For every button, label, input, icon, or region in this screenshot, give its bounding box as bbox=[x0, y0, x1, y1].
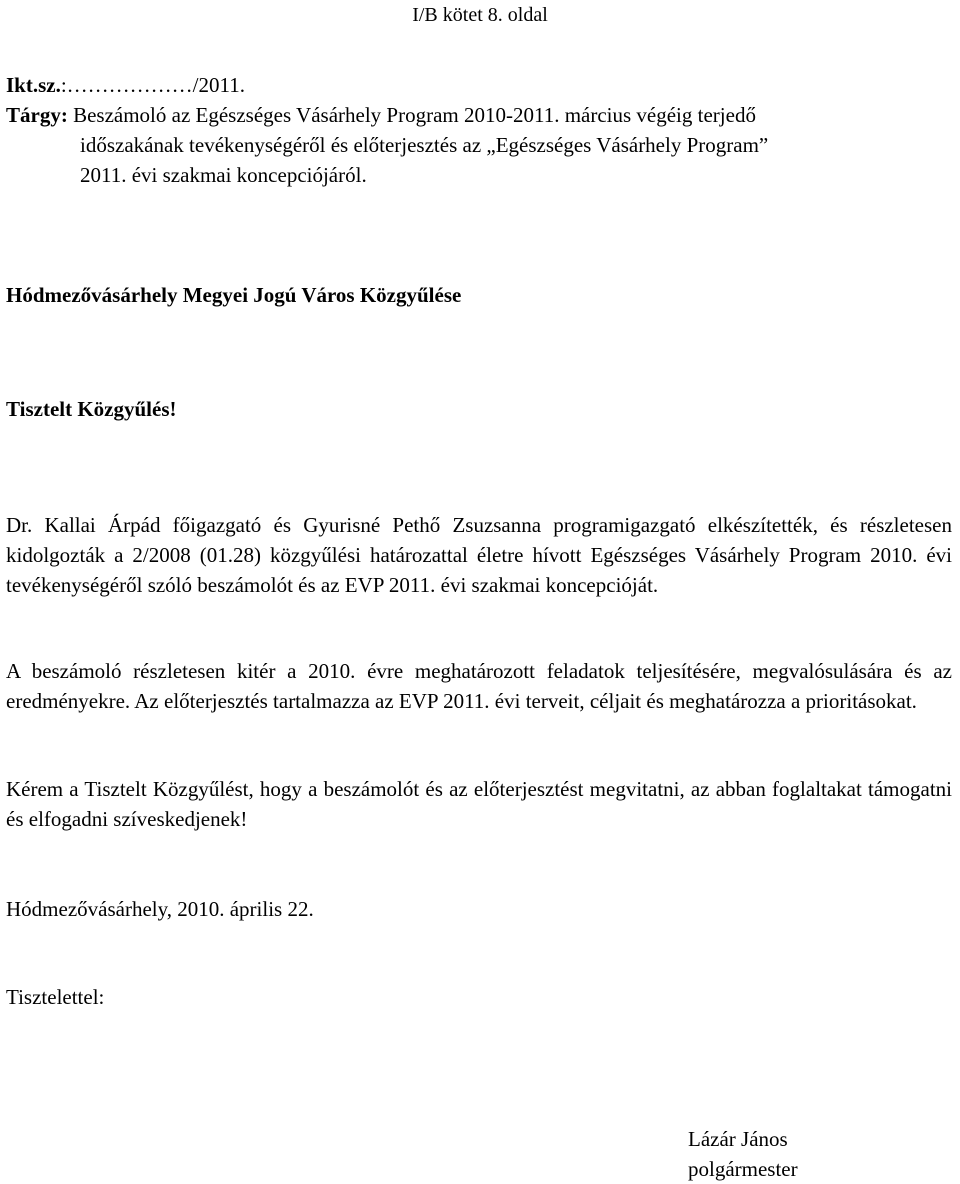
subject-line-3: 2011. évi szakmai koncepciójáról. bbox=[80, 163, 367, 187]
page-header bbox=[0, 0, 960, 30]
place-and-date: Hódmezővásárhely, 2010. április 22. bbox=[6, 897, 314, 921]
salutation: Tisztelt Közgyűlés! bbox=[6, 397, 177, 421]
subject-line-2: időszakának tevékenységéről és előterjesztés az „Egészséges Vásárhely Program” bbox=[80, 133, 769, 157]
signatory-name: Lázár János bbox=[688, 1127, 788, 1151]
page-reference: I/B kötet 8. oldal bbox=[412, 4, 548, 26]
registry-number-label: Ikt.sz. bbox=[6, 73, 61, 97]
paragraph-1: Dr. Kallai Árpád főigazgató és Gyurisné Pethő Zsuzsanna programigazgató elkészítették, és részletesen kidolgozták a 2/2008 (01.28) közgyűlési határozattal életre hívott Egészséges Vásárhely Program 2010. évi tevékenységéről szóló beszámolót és az EVP 2011. évi szakmai koncepcióját. bbox=[6, 513, 952, 597]
closing-phrase: Tisztelettel: bbox=[6, 985, 105, 1009]
signatory-title: polgármester bbox=[688, 1157, 798, 1181]
signature-block bbox=[688, 1124, 798, 1184]
addressee: Hódmezővásárhely Megyei Jogú Város Közgyűlése bbox=[6, 283, 462, 307]
registry-number bbox=[6, 70, 245, 100]
paragraph-3: Kérem a Tisztelt Közgyűlést, hogy a beszámolót és az előterjesztést megvitatni, az abban foglaltakat támogatni és elfogadni szíveskedjenek! bbox=[6, 777, 952, 831]
subject-label: Tárgy: bbox=[6, 103, 68, 127]
paragraph-2: A beszámoló részletesen kitér a 2010. évre meghatározott feladatok teljesítésére, megvalósulására és az eredményekre. Az előterjesztés tartalmazza az EVP 2011. évi terveit, céljait és meghatározza a prioritásokat. bbox=[6, 659, 952, 713]
registry-number-value: :………………/2011. bbox=[60, 73, 245, 97]
subject-line-1: Beszámoló az Egészséges Vásárhely Program 2010-2011. március végéig terjedő bbox=[73, 103, 756, 127]
subject-block bbox=[6, 100, 946, 190]
